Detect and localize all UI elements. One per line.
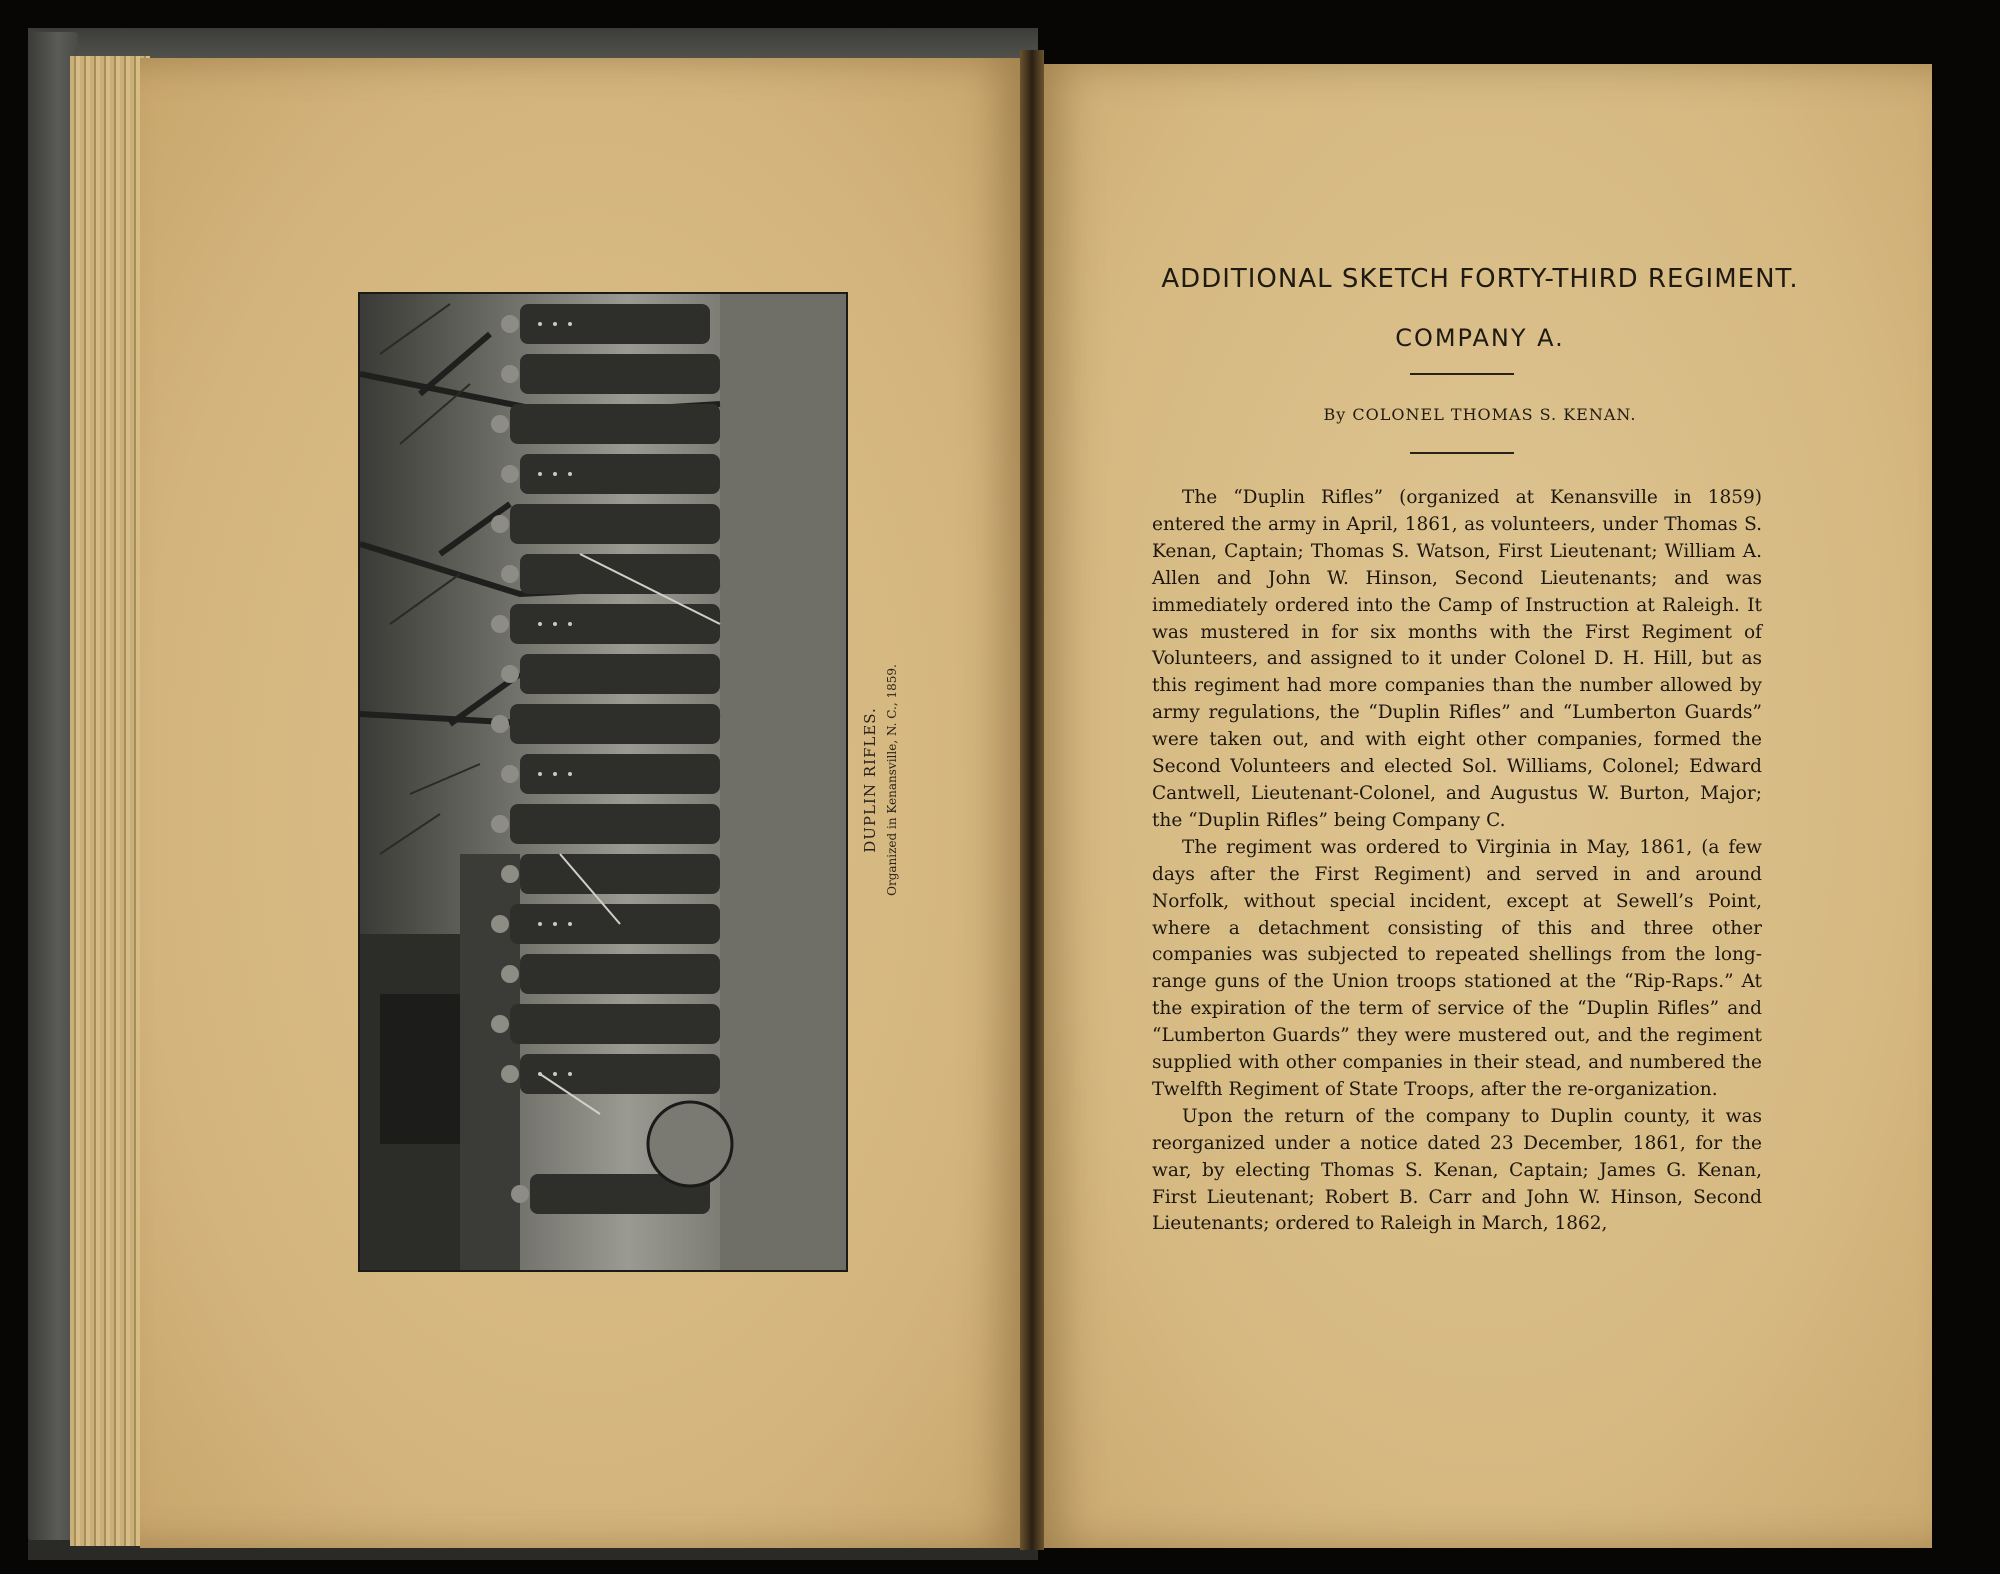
chapter-subtitle: COMPANY A. bbox=[1395, 324, 1565, 352]
book-gutter bbox=[1020, 50, 1044, 1550]
caption-title: DUPLIN RIFLES. bbox=[861, 707, 879, 853]
paragraph: The regiment was ordered to Virginia in May, 1861, (a few days after the First Regiment) and served in and around Norfolk, without special incident, except at Sewell’s Point, where a detachment consisting of this and three other companies was subjected to repeated shellings from the long-range guns of the Union troops stationed at the “Rip-Raps.” At the expiration of the term of service of the “Duplin Rifles” and “Lumberton Guards” they were mustered out, and the regiment supplied with other companies in their stead, and numbered the Twelfth Regiment of State Troops, after the re-organization. bbox=[1152, 836, 1762, 1100]
photo-caption bbox=[861, 664, 899, 896]
page-edges bbox=[70, 56, 150, 1546]
title-rule-top bbox=[1410, 373, 1514, 375]
author-byline: By COLONEL THOMAS S. KENAN. bbox=[1323, 405, 1637, 424]
duplin-rifles-photograph bbox=[358, 292, 848, 1272]
caption-subtitle: Organized in Kenansville, N. C., 1859. bbox=[885, 664, 899, 896]
photo-illustration bbox=[360, 294, 846, 1270]
chapter-title: ADDITIONAL SKETCH FORTY-THIRD REGIMENT. bbox=[1161, 264, 1799, 294]
title-rule-bottom bbox=[1410, 452, 1514, 454]
paragraph: Upon the return of the company to Duplin county, it was reorganized under a notice dated 23 December, 1861, for the war, by electing Thomas S. Kenan, Captain; James G. Kenan, First Lieutenant; Robert B. Carr and John W. Hinson, Second Lieutenants; ordered to Raleigh in March, 1862, bbox=[1152, 1105, 1762, 1235]
paragraph: The “Duplin Rifles” (organized at Kenansville in 1859) entered the army in April, 1861, as volunteers, under Thomas S. Kenan, Captain; Thomas S. Watson, First Lieutenant; William A. Allen and John W. Hinson, Second Lieutenants; and was immediately ordered into the Camp of Instruction at Raleigh. It was mustered in for six months with the First Regiment of Volunteers, and assigned to it under Colonel D. H. Hill, but as this regiment had more companies than the number allowed by army regulations, the “Duplin Rifles” and “Lumberton Guards” were taken out, and with eight other companies, formed the Second Volunteers and elected Sol. Williams, Colonel; Edward Cantwell, Lieutenant-Colonel, and Augustus W. Burton, Major; the “Duplin Rifles” being Company C. bbox=[1152, 487, 1762, 831]
body-text bbox=[1152, 485, 1762, 1238]
